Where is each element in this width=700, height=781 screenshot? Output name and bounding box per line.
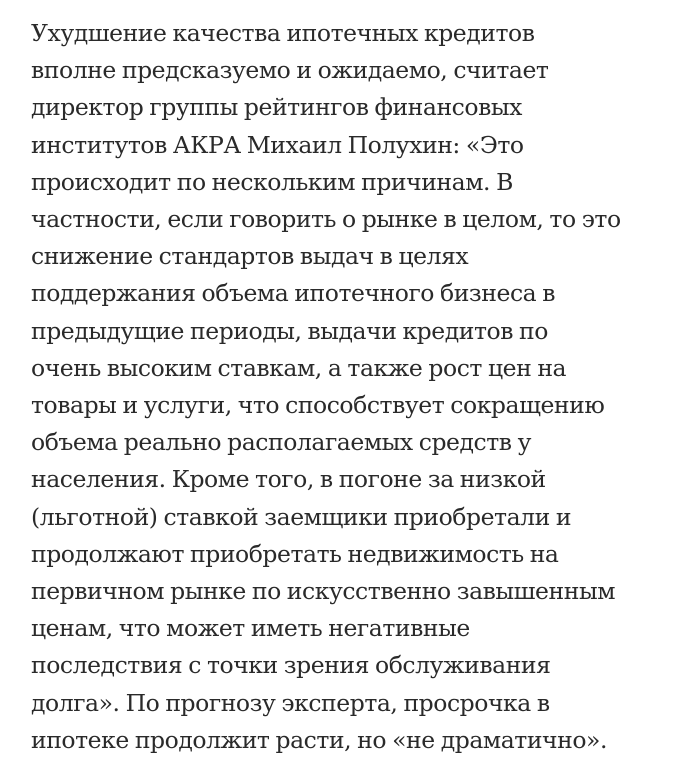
text-line: долга». По прогнозу эксперта, просрочка в [31,688,550,717]
text-line: ценам, что может иметь негативные [31,614,470,643]
text-line: поддержания объема ипотечного бизнеса в [31,279,556,308]
text-line: вполне предсказуемо и ожидаемо, считает [31,56,549,85]
text-line: директор группы рейтингов финансовых [31,93,522,122]
text-line: частности, если говорить о рынке в целом, то это [31,205,621,234]
text-line: товары и услуги, что способствует сокращению [31,391,605,420]
text-line: первичном рынке по искусственно завышенным [31,577,616,606]
text-line: продолжают приобретать недвижимость на [31,539,559,568]
text-line: происходит по нескольким причинам. В [31,167,513,196]
text-line: последствия с точки зрения обслуживания [31,651,551,680]
text-line: предыдущие периоды, выдачи кредитов по [31,316,548,345]
text-line: объема реально располагаемых средств у [31,428,531,457]
text-line: ипотеке продолжит расти, но «не драматично». [31,725,607,754]
text-line: населения. Кроме того, в погоне за низкой [31,465,546,494]
text-line: (льготной) ставкой заемщики приобретали и [31,502,572,531]
text-line: институтов АКРА Михаил Полухин: «Это [31,130,524,159]
text-line: Ухудшение качества ипотечных кредитов [31,19,535,47]
text-line: снижение стандартов выдач в целях [31,242,469,271]
text-line: очень высоким ставкам, а также рост цен на [31,353,567,382]
